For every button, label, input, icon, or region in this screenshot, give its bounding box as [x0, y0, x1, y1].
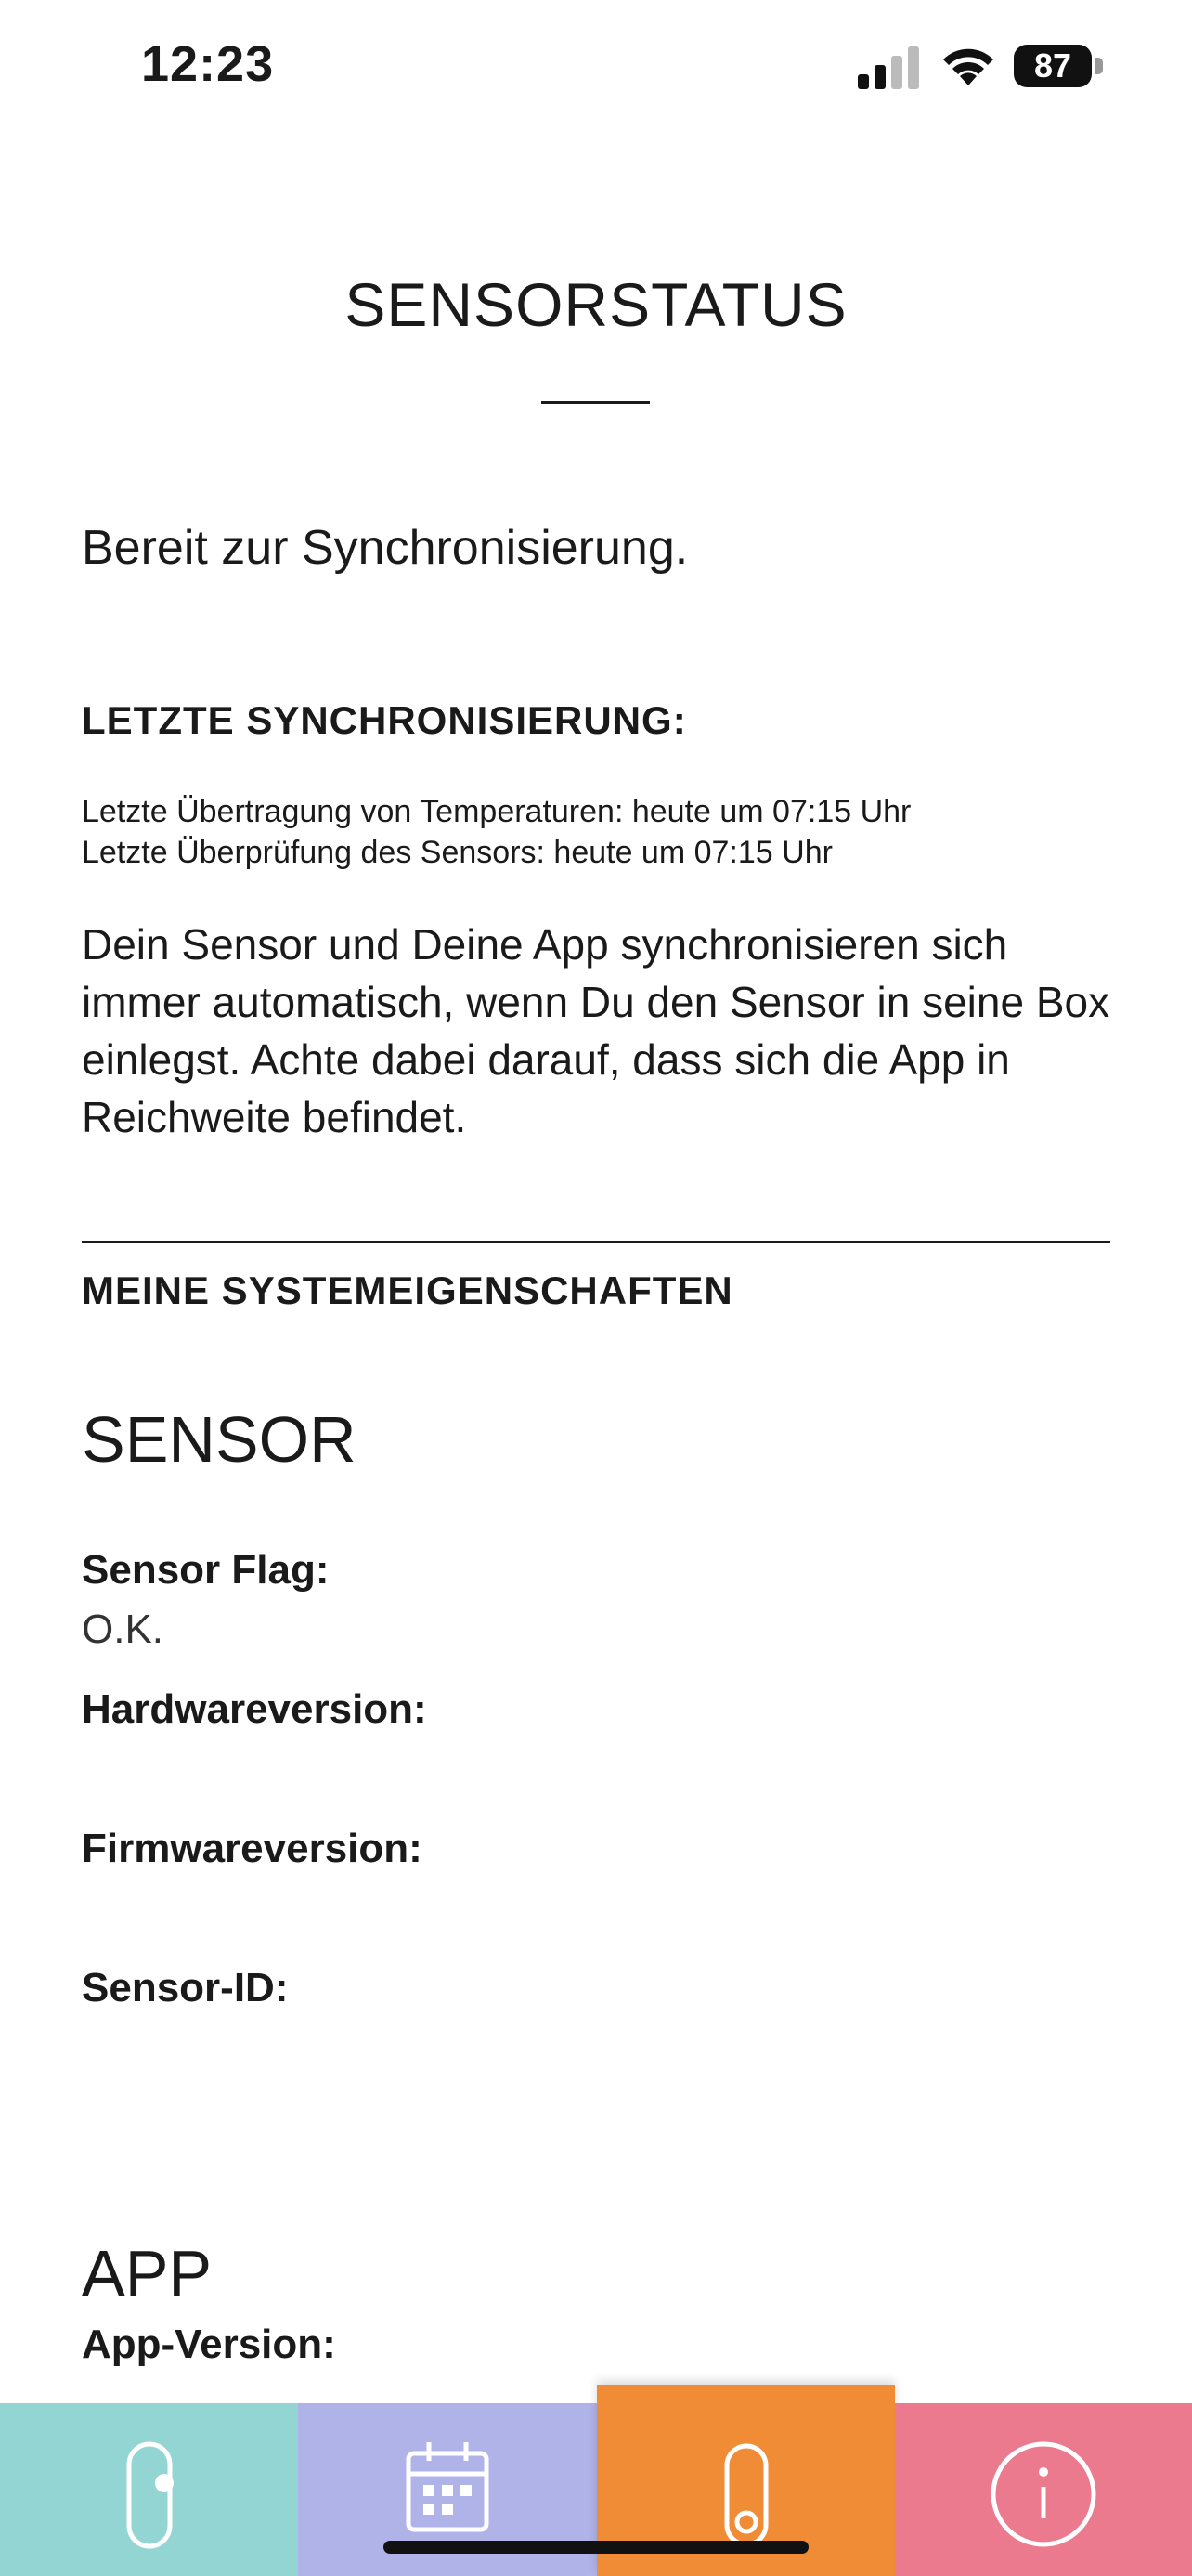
calendar-icon	[405, 2440, 490, 2533]
sync-status-text: Bereit zur Synchronisierung.	[82, 521, 689, 575]
tab-sensor[interactable]	[0, 2403, 298, 2576]
clock: 12:23	[141, 36, 275, 92]
system-properties-heading: MEINE SYSTEMEIGENSCHAFTEN	[82, 1268, 733, 1312]
wifi-icon	[939, 43, 997, 87]
firmware-version-label: Firmwareversion:	[82, 1826, 422, 1871]
tab-info[interactable]	[895, 2403, 1192, 2576]
battery-icon	[1014, 45, 1103, 87]
title-underline	[541, 401, 650, 404]
sensor-flag-label: Sensor Flag:	[82, 1547, 330, 1593]
cellular-signal-icon	[858, 46, 919, 89]
sensor-status-icon	[723, 2442, 770, 2548]
page-title: SENSORSTATUS	[344, 270, 848, 339]
app-heading: APP	[82, 2237, 213, 2309]
home-indicator[interactable]	[383, 2541, 809, 2554]
status-bar	[0, 0, 1192, 139]
hardware-version-label: Hardwareversion:	[82, 1686, 427, 1732]
sensor-icon	[125, 2440, 174, 2550]
last-sensor-check: Letzte Überprüfung des Sensors: heute um 07:15 Uhr	[82, 835, 833, 870]
info-icon	[990, 2440, 1097, 2548]
last-sync-heading: LETZTE SYNCHRONISIERUNG:	[82, 698, 687, 742]
sensor-heading: SENSOR	[82, 1403, 356, 1476]
battery-level: 87	[1014, 45, 1092, 87]
app-version-label: App-Version:	[82, 2322, 336, 2367]
last-temperature-transfer: Letzte Übertragung von Temperaturen: heute um 07:15 Uhr	[82, 794, 912, 829]
section-divider	[82, 1241, 1110, 1243]
sensor-id-label: Sensor-ID:	[82, 1965, 289, 2010]
sensor-flag-value: O.K.	[82, 1607, 164, 1652]
sync-description: Dein Sensor und Deine App synchronisieren sich immer automatisch, wenn Du den Sensor in seine Box einlegst. Achte dabei darauf, dass sich die App in Reichweite befindet.	[82, 920, 1110, 1141]
